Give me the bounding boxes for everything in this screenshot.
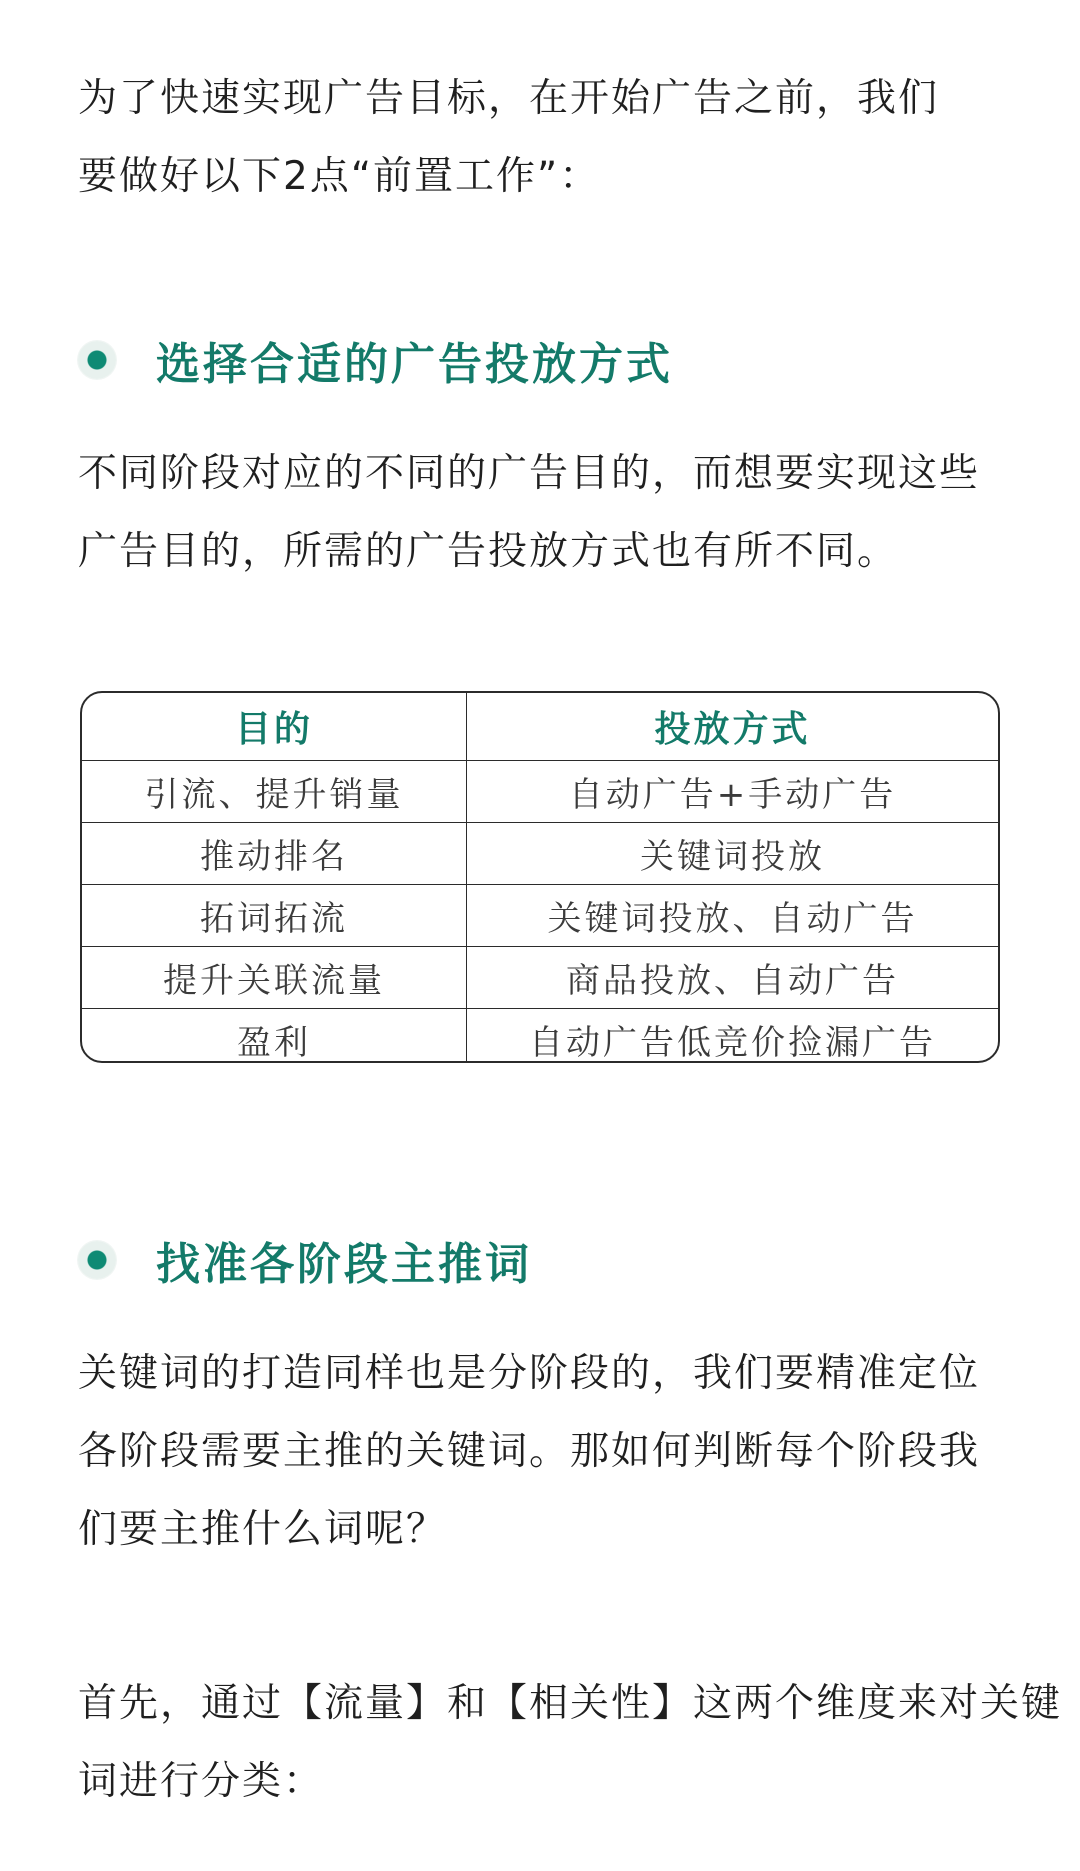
section-heading-ad-method (78, 330, 673, 390)
table-header-purpose: 目的 (82, 693, 467, 761)
section2-line-2: 各阶段需要主推的关键词。那如何判断每个阶段我 (78, 1429, 981, 1474)
section2-line-3: 们要主推什么词呢？ (78, 1507, 448, 1552)
outro-paragraph (78, 1665, 1063, 1821)
intro-line-2: 要做好以下2点“前置工作”： (78, 154, 601, 199)
table-cell-purpose: 拓词拓流 (82, 885, 467, 947)
section2-line-1: 关键词的打造同样也是分阶段的，我们要精准定位 (78, 1351, 981, 1396)
table-cell-method: 关键词投放 (467, 823, 999, 885)
bullet-dot-icon (78, 1241, 116, 1279)
table-row (82, 1009, 998, 1064)
table-header-row (82, 693, 998, 761)
table-cell-purpose: 提升关联流量 (82, 947, 467, 1009)
outro-line-2: 词进行分类： (78, 1759, 325, 1804)
section1-paragraph (78, 435, 1038, 591)
table-cell-purpose: 盈利 (82, 1009, 467, 1064)
table-cell-purpose: 推动排名 (82, 823, 467, 885)
section-heading-text: 找准各阶段主推词 (156, 1239, 532, 1290)
table-row (82, 885, 998, 947)
table-cell-method: 关键词投放、自动广告 (467, 885, 999, 947)
intro-line-1: 为了快速实现广告目标，在开始广告之前，我们 (78, 76, 940, 121)
section-heading-keywords (78, 1230, 532, 1290)
table-row (82, 761, 998, 823)
table-cell-method: 商品投放、自动广告 (467, 947, 999, 1009)
outro-line-1: 首先，通过【流量】和【相关性】这两个维度来对关键 (78, 1681, 1063, 1726)
ad-method-table (80, 691, 1000, 1063)
intro-paragraph (78, 60, 1038, 216)
section2-paragraph (78, 1335, 1038, 1569)
section-heading-text: 选择合适的广告投放方式 (156, 339, 673, 390)
section1-line-1: 不同阶段对应的不同的广告目的，而想要实现这些 (78, 451, 981, 496)
table-row (82, 947, 998, 1009)
section1-line-2: 广告目的，所需的广告投放方式也有所不同。 (78, 529, 899, 574)
bullet-dot-icon (78, 341, 116, 379)
table-header-method: 投放方式 (467, 693, 999, 761)
table-cell-method: 自动广告低竞价捡漏广告 (467, 1009, 999, 1064)
table-cell-method: 自动广告+手动广告 (467, 761, 999, 823)
table-cell-purpose: 引流、提升销量 (82, 761, 467, 823)
table-row (82, 823, 998, 885)
